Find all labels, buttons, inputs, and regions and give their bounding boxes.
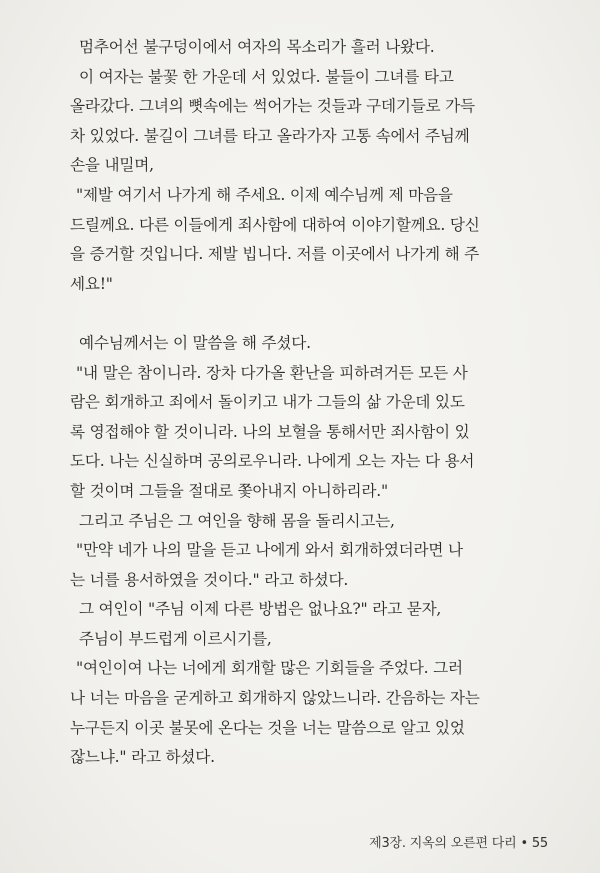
text-line: "내 말은 참이니라. 장차 다가올 환난을 피하려거든 모든 사: [76, 363, 468, 382]
text-line: 잖느냐." 라고 하셨다.: [70, 748, 215, 767]
page-number: 55: [531, 836, 548, 851]
text-line: 이 여자는 불꽃 한 가운데 서 있었다. 불들이 그녀를 타고: [79, 67, 454, 86]
text-line: 는 너를 용서하였을 것이다." 라고 하셨다.: [70, 570, 349, 589]
text-line: "제발 여기서 나가게 해 주세요. 이제 예수님께 제 마음을: [76, 185, 453, 204]
text-line: "만약 네가 나의 말을 듣고 나에게 와서 회개하였더라면 나: [76, 541, 463, 560]
text-line: 세요!": [70, 274, 113, 293]
text-line: 도다. 나는 신실하며 공의로우니라. 나에게 오는 자는 다 용서: [70, 452, 475, 471]
text-line: 그 여인이 "주님 이제 다른 방법은 없나요?" 라고 묻자,: [79, 600, 442, 619]
text-line: 드릴께요. 다른 이들에게 죄사함에 대하여 이야기할께요. 당신: [70, 215, 480, 234]
text-line: 그리고 주님은 그 여인을 향해 몸을 돌리시고는,: [79, 511, 395, 530]
text-line: 예수님께서는 이 말씀을 해 주셨다.: [79, 333, 311, 352]
text-line: "여인이여 나는 너에게 회개할 많은 기회들을 주었다. 그러: [76, 659, 463, 678]
text-line: 람은 회개하고 죄에서 돌이키고 내가 그들의 삶 가운데 있도: [70, 393, 465, 412]
chapter-title: 제3장. 지옥의 오른편 다리: [369, 836, 517, 851]
text-line: 멈추어선 불구덩이에서 여자의 목소리가 흘러 나왔다.: [79, 38, 435, 56]
footer-separator: •: [520, 836, 528, 851]
text-line: 주님이 부드럽게 이르시기를,: [79, 629, 272, 648]
body-text: [70, 33, 559, 773]
text-line: 손을 내밀며,: [70, 156, 154, 175]
blank-line: [79, 299, 559, 329]
text-line: 누구든지 이곳 불못에 온다는 것을 너는 말씀으로 알고 있었: [70, 718, 465, 737]
page-footer: [369, 832, 548, 851]
text-line: 을 증거할 것입니다. 제발 빕니다. 저를 이곳에서 나가게 해 주: [70, 245, 480, 264]
text-line: 록 영접해야 할 것이니라. 나의 보혈을 통해서만 죄사함이 있: [70, 422, 470, 441]
text-line: 차 있었다. 불길이 그녀를 타고 올라가자 고통 속에서 주님께: [70, 126, 470, 145]
text-line: 나 너는 마음을 굳게하고 회개하지 않았느니라. 간음하는 자는: [70, 689, 480, 708]
text-line: 올라갔다. 그녀의 뼛속에는 썩어가는 것들과 구데기들로 가득: [70, 97, 475, 116]
text-line: 할 것이며 그들을 절대로 쫓아내지 아니하리라.": [70, 481, 388, 500]
